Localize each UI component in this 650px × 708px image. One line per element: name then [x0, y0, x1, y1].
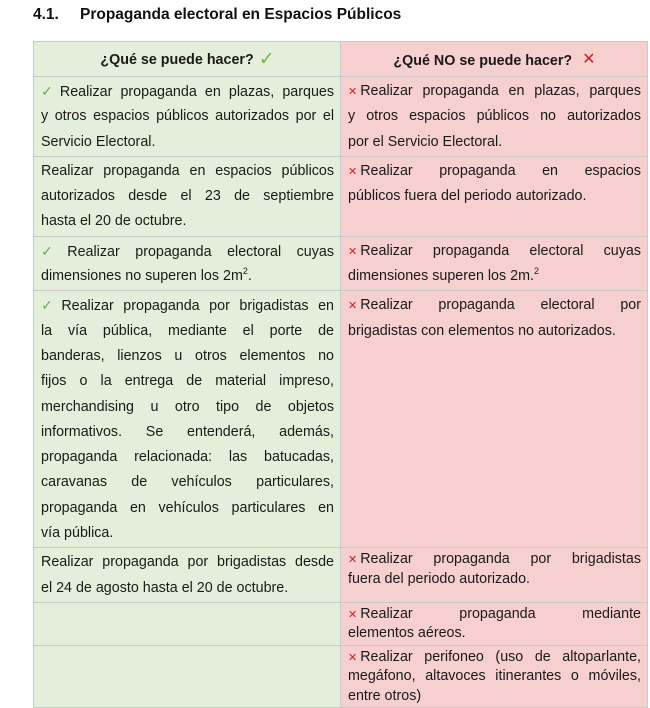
cross-icon: ✕ [348, 300, 358, 313]
check-icon: ✓ [258, 48, 275, 70]
table-row [34, 548, 648, 603]
allowed-cell-empty [34, 602, 341, 645]
check-icon: ✓ [41, 297, 59, 314]
table-header-row [34, 42, 648, 77]
table-row [34, 156, 648, 236]
check-icon: ✓ [41, 242, 65, 259]
forbidden-cell: ✕ Realizar propaganda por brigadistas fuera del periodo autorizado. [341, 548, 648, 603]
cross-icon: ✕ [348, 245, 358, 258]
table-row [34, 77, 648, 157]
cross-icon: ✕ [348, 608, 358, 621]
cross-icon: ✕ [348, 554, 358, 567]
rules-table [33, 41, 648, 708]
cross-icon: ✕ [348, 165, 358, 178]
table-row [34, 236, 648, 291]
table-row [34, 645, 648, 708]
check-icon: ✓ [41, 83, 57, 99]
section-heading [33, 6, 401, 24]
forbidden-cell: ✕ Realizar perifoneo (uso de altoparlante, megáfono, altavoces itinerantes o móviles, entre otros) [341, 645, 648, 708]
table-row [34, 291, 648, 548]
forbidden-cell: ✕ Realizar propaganda mediante elementos aéreos. [341, 602, 648, 645]
cross-icon: ✕ [348, 651, 358, 664]
forbidden-cell: ✕ Realizar propaganda electoral cuyas dimensiones superen los 2m.$^2$ [341, 236, 648, 291]
section-title: Propaganda electoral en Espacios Públicos [80, 6, 402, 23]
forbidden-cell: ✕ Realizar propaganda electoral por brigadistas con elementos no autorizados. [341, 291, 648, 548]
cross-icon: ✕ [582, 51, 596, 68]
allowed-cell: ✓ Realizar propaganda por brigadistas en la vía pública, mediante el porte de banderas, lienzos u otros elementos no fijos o la entrega de material impreso, merchandising u otro tipo de objetos informativos. Se entenderá, además, propaganda relacionada: las batucadas, caravanas de vehículos particulares, propaganda en vehículos particulares en vía pública. [34, 291, 341, 548]
table-row [34, 602, 648, 645]
allowed-cell: Realizar propaganda en espacios públicos autorizados desde el 23 de septiembre hasta el 20 de octubre. [34, 156, 341, 236]
cross-icon: ✕ [348, 86, 358, 98]
allowed-cell: ✓ Realizar propaganda electoral cuyas dimensiones no superen los $2m^2$. [34, 236, 341, 291]
forbidden-cell: ✕ Realizar propaganda en espacios públicos fuera del periodo autorizado. [341, 156, 648, 236]
header-forbidden: ¿Qué NO se puede hacer? ✕ [341, 42, 648, 77]
allowed-cell: Realizar propaganda por brigadistas desde el 24 de agosto hasta el 20 de octubre. [34, 548, 341, 603]
header-allowed: ¿Qué se puede hacer? ✓ [34, 42, 341, 77]
allowed-cell-empty [34, 645, 341, 708]
section-number: 4.1. [33, 6, 59, 23]
allowed-cell: ✓ Realizar propaganda en plazas, parques y otros espacios públicos autorizados por el Servicio Electoral. [34, 77, 341, 157]
forbidden-cell: ✕ Realizar propaganda en plazas, parques y otros espacios públicos no autorizados por el Servicio Electoral. [341, 77, 648, 157]
